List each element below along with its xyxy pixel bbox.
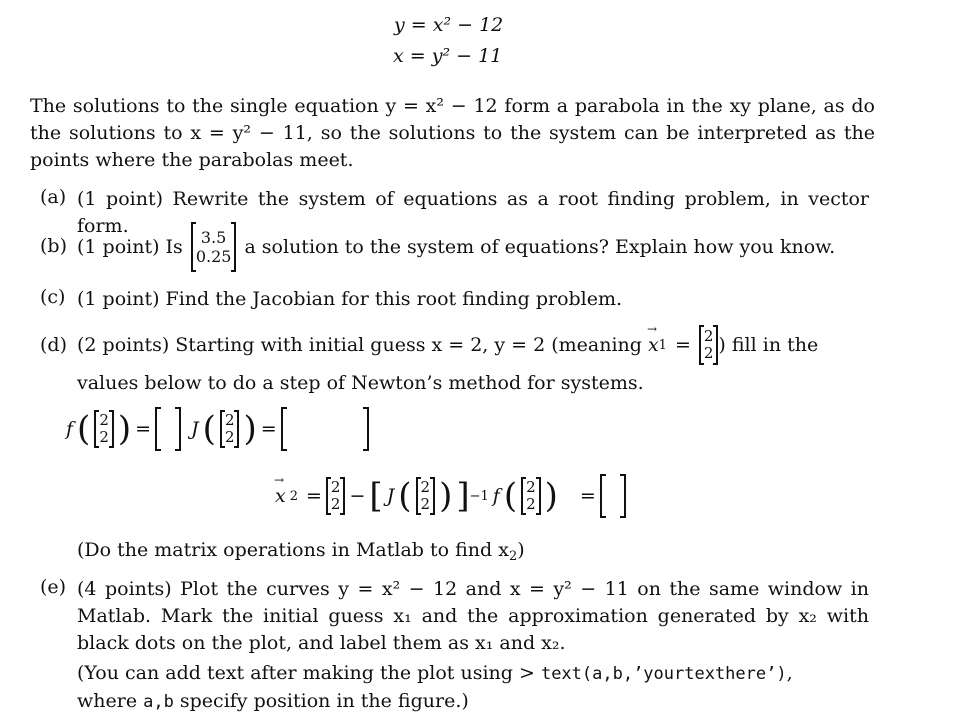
item-e-hint-line2 [77, 690, 469, 712]
open-paren-2: ( [202, 409, 216, 449]
x2-subscript: 2 [289, 488, 298, 504]
item-d-post: ) fill in the [718, 334, 819, 356]
close-paren-3: ) [439, 476, 453, 516]
open-paren-3: ( [398, 476, 412, 516]
x1-y: 2 [330, 495, 341, 513]
minus-sign: − [349, 485, 366, 507]
newton-row-2 [275, 470, 630, 522]
x1-subscript: 1 [658, 337, 667, 353]
f-answer-blank[interactable] [155, 407, 181, 451]
f-equals: = [135, 418, 152, 440]
matlab-text-command: text(a,b,’yourtexthere’) [540, 664, 787, 684]
J-arg-y: 2 [224, 428, 235, 446]
f2-arg-y: 2 [526, 495, 536, 513]
x1-vector [326, 477, 346, 515]
intro-paragraph: The solutions to the single equation y = x² − 12 form a parabola in the xy plane, as do the solutions to x = y² − 11, so the solutions to the system can be interpreted as the points where the parabolas meet. [30, 95, 875, 171]
inverse-open-bracket: [ [369, 476, 383, 516]
item-a-label: (a) [40, 186, 67, 208]
f-symbol: f [66, 418, 74, 440]
matlab-position-args: a,b [143, 692, 174, 712]
item-e-text: (4 points) Plot the curves y = x² − 12 and x = y² − 11 on the same window in Matlab. Mark the initial guess x₁ and the approximation generated by x₂ with black dots on the plot, and label them as x₁ and x₂. [77, 578, 869, 654]
item-d-note-sub: 2 [508, 549, 518, 564]
close-paren-4: ) [544, 476, 558, 516]
item-d-line1 [77, 320, 818, 370]
x1-x: 2 [330, 478, 341, 496]
x2-equals: = [306, 485, 322, 507]
J-arg-vector-2 [416, 477, 436, 515]
item-e-label: (e) [40, 576, 67, 598]
item-d-eq: = [674, 334, 691, 356]
system-equation-1: y = x² − 12 [394, 14, 504, 36]
item-d-label: (d) [40, 334, 67, 356]
item-e-hint-line1 [77, 662, 793, 684]
open-paren-4: ( [503, 476, 518, 516]
x2-vector-symbol: → x [275, 485, 286, 507]
close-paren: ) [117, 409, 132, 449]
initial-guess-vector [699, 325, 719, 365]
f-arg-vector [94, 410, 114, 448]
x2-result-equals: = [579, 485, 596, 507]
open-paren: ( [77, 409, 91, 449]
item-d-note [77, 539, 525, 564]
f2-arg-x: 2 [526, 478, 536, 496]
guess-x: 2 [703, 327, 714, 345]
close-paren-2: ) [243, 409, 257, 449]
f-arg-vector-2 [521, 477, 541, 515]
guess-y: 2 [703, 344, 714, 362]
item-e-where: where [77, 690, 138, 712]
item-d-pre: (2 points) Starting with initial guess x = 2, y = 2 (meaning [77, 334, 642, 356]
x2-answer-blank[interactable] [600, 474, 626, 518]
item-d-note-end: ) [517, 539, 525, 561]
f-symbol-2: f [492, 485, 500, 507]
J-arg-x: 2 [224, 411, 235, 429]
f-arg-y: 2 [99, 428, 109, 446]
item-a-text: (1 point) Rewrite the system of equations as a root finding problem, in vector form. [77, 188, 869, 237]
item-e-hint-comma: , [786, 662, 793, 684]
candidate-x: 3.5 [200, 228, 227, 247]
candidate-y: 0.25 [195, 247, 232, 266]
J-symbol: J [191, 418, 199, 440]
item-c-label: (c) [40, 286, 66, 308]
J-equals: = [260, 418, 277, 440]
item-b-content [77, 220, 835, 274]
item-b-pre: (1 point) Is [77, 236, 183, 258]
item-c-text: (1 point) Find the Jacobian for this root finding problem. [77, 288, 623, 310]
item-d-line2: values below to do a step of Newton’s method for systems. [77, 372, 644, 394]
J-answer-blank[interactable] [281, 407, 369, 451]
item-b-post: a solution to the system of equations? Explain how you know. [244, 236, 836, 258]
inverse-exponent: −1 [469, 488, 489, 504]
item-e-hint-text: (You can add text after making the plot using > [77, 662, 535, 684]
x1-vector-symbol: → x [648, 334, 659, 356]
f-arg-x: 2 [99, 411, 109, 429]
candidate-vector [191, 222, 237, 272]
J2-arg-x: 2 [420, 478, 431, 496]
item-d-note-text: (Do the matrix operations in Matlab to find x [77, 539, 509, 561]
J-arg-vector [220, 410, 240, 448]
system-equation-2: x = y² − 11 [393, 45, 503, 67]
item-e-hint-end: specify position in the figure.) [179, 690, 469, 712]
item-b-label: (b) [40, 235, 67, 257]
inverse-close-bracket: ] [456, 476, 470, 516]
newton-row-1 [66, 406, 373, 452]
J-symbol-2: J [386, 485, 395, 507]
J2-arg-y: 2 [420, 495, 431, 513]
